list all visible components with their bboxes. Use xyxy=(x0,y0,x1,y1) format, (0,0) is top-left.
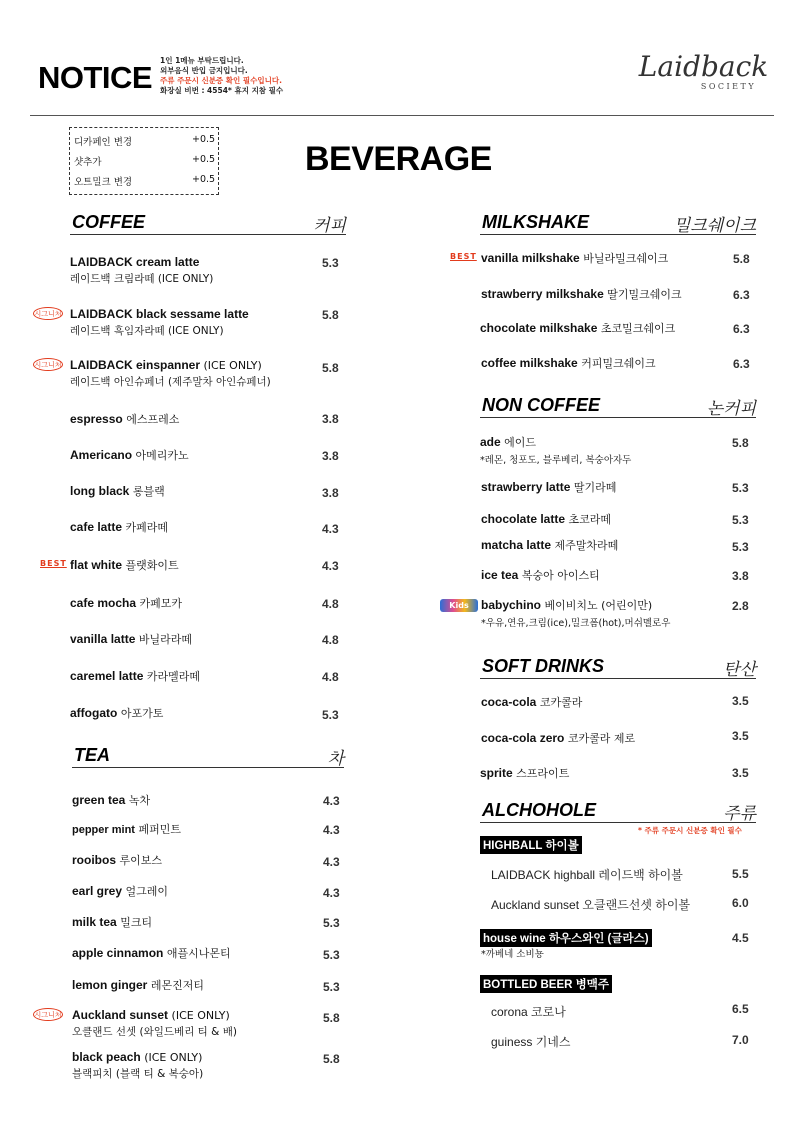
menu-item xyxy=(481,286,682,302)
menu-item xyxy=(72,945,231,961)
menu-item: Auckland sunset 오클랜드선셋 하이볼 xyxy=(491,898,691,912)
option-label: 샷추가 xyxy=(74,157,102,168)
item-price: 5.5 xyxy=(732,867,749,881)
brand-logo xyxy=(636,52,771,91)
item-price: 4.3 xyxy=(323,886,340,900)
section-title-ko: 주류 xyxy=(723,804,756,824)
notice-line: 외부음식 반입 금지입니다. xyxy=(160,66,248,75)
item-desc: 초코라떼 xyxy=(565,513,612,526)
item-desc: 에스프레소 xyxy=(122,413,180,426)
item-name: cafe mocha xyxy=(70,596,137,610)
item-name: babychino xyxy=(481,598,542,612)
item-name: cafe latte xyxy=(70,520,123,534)
item-desc: 녹차 xyxy=(125,794,151,807)
section-softdrinks xyxy=(480,656,756,679)
option-price: +0.5 xyxy=(192,154,216,165)
item-name: flat white xyxy=(70,558,123,572)
menu-item xyxy=(481,355,656,371)
item-price: 5.8 xyxy=(323,1052,340,1066)
item-price: 3.5 xyxy=(732,766,749,780)
item-price: 4.8 xyxy=(322,597,339,611)
item-name: earl grey xyxy=(72,884,123,898)
item-price: 3.5 xyxy=(732,694,749,708)
item-name: green tea xyxy=(72,793,126,807)
item-name: LAIDBACK black sessame latte xyxy=(70,307,249,321)
item-note: *우유,연유,크림(ice),밀크폼(hot),머쉬멜로우 xyxy=(481,618,671,629)
item-desc: 카라멜라떼 xyxy=(143,670,201,683)
menu-item xyxy=(70,255,213,286)
menu-item xyxy=(70,519,168,535)
item-desc: 카페모카 xyxy=(136,597,183,610)
item-name: matcha latte xyxy=(481,538,552,552)
item-price: 6.5 xyxy=(732,1002,749,1016)
menu-item xyxy=(70,705,163,721)
item-name: espresso xyxy=(70,412,123,426)
section-title-ko: 논커피 xyxy=(706,399,756,419)
option-row xyxy=(74,174,214,188)
item-desc: 롱블랙 xyxy=(129,485,165,498)
section-title: COFFEE xyxy=(72,212,146,232)
item-desc: 코카콜라 제로 xyxy=(564,732,636,745)
page-title: BEVERAGE xyxy=(305,140,492,178)
item-name: pepper mint xyxy=(72,824,135,836)
menu-item xyxy=(72,1050,203,1081)
notice-line-id-check: 주류 주문시 신분증 확인 필수입니다. xyxy=(160,76,282,85)
item-name: rooibos xyxy=(72,853,116,867)
notice-title: NOTICE xyxy=(38,60,153,95)
highball-header: HIGHBALL 하이볼 xyxy=(480,836,582,854)
menu-item xyxy=(481,511,611,527)
menu-item xyxy=(70,483,165,499)
menu-item xyxy=(480,320,675,336)
menu-item xyxy=(481,567,600,583)
item-name: Americano xyxy=(70,448,133,462)
menu-item: LAIDBACK highball 레이드백 하이볼 xyxy=(491,868,683,882)
menu-item xyxy=(70,668,200,684)
item-desc: 애플시나몬티 xyxy=(163,947,231,960)
item-price: 4.8 xyxy=(322,633,339,647)
item-price: 4.8 xyxy=(322,670,339,684)
item-price: 7.0 xyxy=(732,1033,749,1047)
header-divider xyxy=(30,115,774,116)
menu-item xyxy=(72,852,162,868)
section-noncoffee xyxy=(480,395,756,418)
item-name: affogato xyxy=(70,706,118,720)
item-desc: (ICE ONLY) xyxy=(140,1051,203,1064)
item-name: ade xyxy=(480,435,501,449)
item-desc: 페퍼민트 xyxy=(134,823,181,836)
item-desc: 플랫화이트 xyxy=(122,559,179,572)
notice-line: 화장실 비번 : 4554* 휴지 지참 필수 xyxy=(160,86,284,95)
menu-item: corona 코로나 xyxy=(491,1005,566,1019)
option-price: +0.5 xyxy=(192,134,216,145)
item-price: 5.3 xyxy=(732,513,749,527)
option-row xyxy=(74,134,214,148)
item-price: 5.3 xyxy=(323,916,340,930)
item-price: 4.3 xyxy=(322,559,339,573)
menu-item xyxy=(70,358,271,389)
item-desc: 딸기라떼 xyxy=(570,481,617,494)
item-price: 6.3 xyxy=(733,322,750,336)
item-price: 4.3 xyxy=(322,522,339,536)
section-title-ko: 탄산 xyxy=(723,660,756,680)
menu-item xyxy=(481,597,670,629)
menu-item xyxy=(72,914,152,930)
logo-script: Laidback xyxy=(638,50,769,83)
item-desc: 아포가토 xyxy=(117,707,164,720)
item-name: coffee milkshake xyxy=(481,356,578,370)
item-note: 레이드백 아인슈페너 (제주말차 아인슈페너) xyxy=(70,376,271,388)
item-desc: 베이비치노 (어린이만) xyxy=(541,599,653,612)
options-box xyxy=(69,127,219,195)
signature-badge: 시그니처 xyxy=(33,1008,63,1021)
section-alcohol xyxy=(480,800,756,823)
item-price: 3.8 xyxy=(322,486,339,500)
kids-badge: Kids xyxy=(440,599,478,612)
menu-item xyxy=(480,765,569,781)
menu-item xyxy=(70,411,179,427)
section-title-ko: 차 xyxy=(327,749,344,769)
item-desc: 바닐라라떼 xyxy=(135,633,193,646)
menu-item xyxy=(481,479,616,495)
item-note: 블랙피치 (블랙 티 & 복숭아) xyxy=(72,1068,204,1080)
section-title: MILKSHAKE xyxy=(482,212,589,232)
beer-header: BOTTLED BEER 병맥주 xyxy=(480,975,612,993)
item-desc: 복숭아 아이스티 xyxy=(518,569,600,582)
menu-item xyxy=(481,537,618,553)
item-desc: 제주말차라떼 xyxy=(551,539,619,552)
menu-item xyxy=(72,883,168,899)
item-name: vanilla latte xyxy=(70,632,136,646)
menu-item xyxy=(72,792,150,808)
item-price: 5.8 xyxy=(322,308,339,322)
best-badge: BEST xyxy=(40,559,67,568)
signature-badge: 시그니처 xyxy=(33,358,63,371)
item-name: LAIDBACK einspanner xyxy=(70,358,201,372)
item-desc: 커피밀크쉐이크 xyxy=(577,357,656,370)
item-price: 5.8 xyxy=(733,252,750,266)
section-title-ko: 밀크쉐이크 xyxy=(673,216,756,236)
option-label: 디카페인 변경 xyxy=(74,137,133,148)
menu-item xyxy=(70,595,182,611)
item-price: 4.5 xyxy=(732,931,749,945)
item-price: 5.3 xyxy=(322,708,339,722)
item-price: 3.8 xyxy=(732,569,749,583)
item-name: coca-cola zero xyxy=(481,731,565,745)
item-price: 4.3 xyxy=(323,794,340,808)
section-coffee xyxy=(70,212,346,235)
item-desc: 스프라이트 xyxy=(512,767,570,780)
item-desc: 초코밀크쉐이크 xyxy=(597,322,676,335)
item-name: chocolate milkshake xyxy=(480,321,598,335)
item-name: long black xyxy=(70,484,130,498)
item-desc: 얼그레이 xyxy=(122,885,169,898)
item-desc: 카페라떼 xyxy=(122,521,169,534)
item-name: caremel latte xyxy=(70,669,144,683)
notice-lines xyxy=(160,56,283,96)
item-price: 5.8 xyxy=(323,1011,340,1025)
item-name: milk tea xyxy=(72,915,117,929)
item-desc: 코카콜라 xyxy=(536,696,583,709)
item-price: 5.3 xyxy=(732,540,749,554)
section-title: TEA xyxy=(74,745,110,765)
menu-item xyxy=(480,434,631,466)
item-name: black peach xyxy=(72,1050,141,1064)
menu-item: guiness 기네스 xyxy=(491,1035,571,1049)
item-name: chocolate latte xyxy=(481,512,566,526)
item-note: 레이드백 흑임자라떼 (ICE ONLY) xyxy=(70,325,224,337)
section-title: SOFT DRINKS xyxy=(482,656,605,676)
item-name: vanilla milkshake xyxy=(481,251,580,265)
wine-note: *까베네 소비뇽 xyxy=(481,949,544,960)
logo-sub: SOCIETY xyxy=(700,82,757,91)
menu-item xyxy=(481,694,582,710)
item-price: 3.8 xyxy=(322,449,339,463)
item-price: 2.8 xyxy=(732,599,749,613)
item-price: 5.8 xyxy=(322,361,339,375)
item-desc: (ICE ONLY) xyxy=(200,359,262,372)
item-name: sprite xyxy=(480,766,513,780)
menu-item xyxy=(72,977,204,993)
item-note: 레이드백 크림라떼 (ICE ONLY) xyxy=(70,273,214,285)
menu-item xyxy=(70,631,192,647)
alcohol-id-note: * 주류 주문시 신분증 확인 필수 xyxy=(638,826,742,835)
item-price: 6.3 xyxy=(733,288,750,302)
item-desc: 밀크티 xyxy=(116,916,153,929)
item-price: 5.8 xyxy=(732,436,749,450)
item-name: strawberry latte xyxy=(481,480,571,494)
notice-line: 1인 1메뉴 부탁드립니다. xyxy=(160,56,244,65)
item-desc: 바닐라밀크쉐이크 xyxy=(579,252,669,265)
item-name: LAIDBACK cream latte xyxy=(70,255,200,269)
item-desc: 루이보스 xyxy=(116,854,163,867)
item-desc: 에이드 xyxy=(500,436,537,449)
item-price: 4.3 xyxy=(323,823,340,837)
menu-item xyxy=(70,307,249,338)
item-desc: (ICE ONLY) xyxy=(168,1009,230,1022)
item-price: 6.3 xyxy=(733,357,750,371)
section-title: ALCHOHOLE xyxy=(482,800,596,820)
wine-header: house wine 하우스와인 (글라스) xyxy=(480,929,652,947)
item-price: 5.3 xyxy=(323,980,340,994)
item-note: 오클랜드 선셋 (와일드베리 티 & 배) xyxy=(72,1026,237,1038)
item-price: 4.3 xyxy=(323,855,340,869)
section-title: NON COFFEE xyxy=(482,395,601,415)
section-tea xyxy=(72,745,344,768)
best-badge: BEST xyxy=(450,252,477,261)
item-desc: 딸기밀크쉐이크 xyxy=(603,288,682,301)
item-note: *레몬, 청포도, 블루베리, 복숭아자두 xyxy=(480,455,632,466)
signature-badge: 시그니처 xyxy=(33,307,63,320)
menu-item xyxy=(70,557,179,573)
item-price: 5.3 xyxy=(323,948,340,962)
item-desc: 아메리카노 xyxy=(132,449,189,462)
section-milkshake xyxy=(480,212,756,235)
option-row xyxy=(74,154,214,168)
menu-item xyxy=(72,1008,237,1039)
item-name: apple cinnamon xyxy=(72,946,164,960)
option-label: 오트밀크 변경 xyxy=(74,177,133,188)
menu-item xyxy=(72,821,181,837)
section-title-ko: 커피 xyxy=(313,216,346,236)
item-desc: 레몬진저티 xyxy=(147,979,204,992)
item-price: 5.3 xyxy=(732,481,749,495)
item-price: 3.8 xyxy=(322,412,339,426)
option-price: +0.5 xyxy=(192,174,216,185)
item-name: lemon ginger xyxy=(72,978,148,992)
item-price: 3.5 xyxy=(732,729,749,743)
menu-item xyxy=(70,447,189,463)
item-name: coca-cola xyxy=(481,695,537,709)
item-name: Auckland sunset xyxy=(72,1008,169,1022)
menu-item xyxy=(481,730,635,746)
item-price: 5.3 xyxy=(322,256,339,270)
item-name: ice tea xyxy=(481,568,519,582)
menu-item xyxy=(481,250,668,266)
item-price: 6.0 xyxy=(732,896,749,910)
item-name: strawberry milkshake xyxy=(481,287,604,301)
